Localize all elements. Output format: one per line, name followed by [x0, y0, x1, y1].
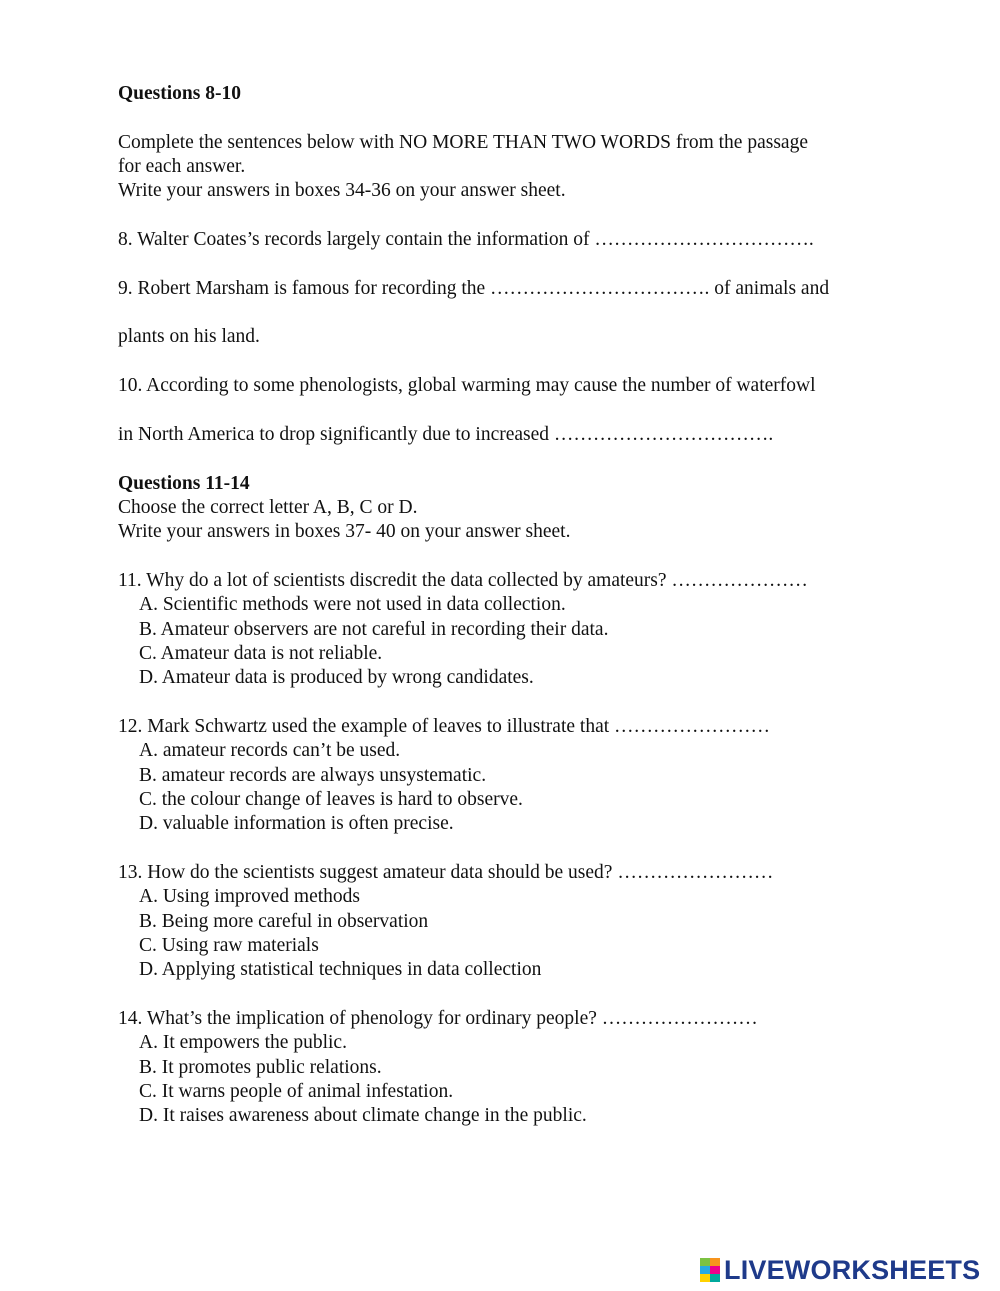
instruction-line: Choose the correct letter A, B, C or D. — [118, 497, 418, 518]
question-8: 8. Walter Coates’s records largely contain the information of ……………………………. — [118, 229, 814, 250]
instruction-line: Write your answers in boxes 37- 40 on your answer sheet. — [118, 521, 571, 542]
option-13-d: D. Applying statistical techniques in data collection — [139, 959, 542, 980]
question-14: 14. What’s the implication of phenology for ordinary people? …………………… — [118, 1008, 758, 1029]
section-heading-8-10: Questions 8-10 — [118, 83, 241, 104]
question-10: 10. According to some phenologists, global warming may cause the number of waterfowl — [118, 375, 816, 396]
instruction-line: Complete the sentences below with NO MORE THAN TWO WORDS from the passage — [118, 132, 808, 153]
liveworksheets-logo-icon — [700, 1258, 720, 1282]
option-11-a: A. Scientific methods were not used in data collection. — [139, 594, 566, 615]
option-14-d: D. It raises awareness about climate change in the public. — [139, 1105, 587, 1126]
option-12-a: A. amateur records can’t be used. — [139, 740, 401, 761]
option-11-b: B. Amateur observers are not careful in recording their data. — [139, 619, 609, 640]
option-12-d: D. valuable information is often precise. — [139, 813, 454, 834]
question-9-continued: plants on his land. — [118, 326, 260, 347]
question-9: 9. Robert Marsham is famous for recording the ……………………………. of animals and — [118, 278, 830, 299]
question-11: 11. Why do a lot of scientists discredit the data collected by amateurs? ………………… — [118, 570, 808, 591]
option-12-b: B. amateur records are always unsystematic. — [139, 765, 487, 786]
liveworksheets-logo-text: LIVEWORKSHEETS — [724, 1254, 981, 1285]
liveworksheets-logo — [700, 1256, 980, 1284]
option-12-c: C. the colour change of leaves is hard to observe. — [139, 789, 523, 810]
question-10-continued: in North America to drop significantly due to increased ……………………………. — [118, 424, 774, 445]
option-13-a: A. Using improved methods — [139, 886, 360, 907]
instruction-line: for each answer. — [118, 156, 246, 177]
option-14-b: B. It promotes public relations. — [139, 1057, 382, 1078]
option-13-b: B. Being more careful in observation — [139, 911, 429, 932]
option-13-c: C. Using raw materials — [139, 935, 319, 956]
option-11-d: D. Amateur data is produced by wrong candidates. — [139, 667, 534, 688]
question-12: 12. Mark Schwartz used the example of leaves to illustrate that …………………… — [118, 716, 771, 737]
section-heading-11-14: Questions 11-14 — [118, 473, 250, 494]
instruction-line: Write your answers in boxes 34-36 on your answer sheet. — [118, 180, 566, 201]
option-11-c: C. Amateur data is not reliable. — [139, 643, 383, 664]
option-14-c: C. It warns people of animal infestation. — [139, 1081, 454, 1102]
option-14-a: A. It empowers the public. — [139, 1032, 347, 1053]
question-13: 13. How do the scientists suggest amateur data should be used? …………………… — [118, 862, 774, 883]
